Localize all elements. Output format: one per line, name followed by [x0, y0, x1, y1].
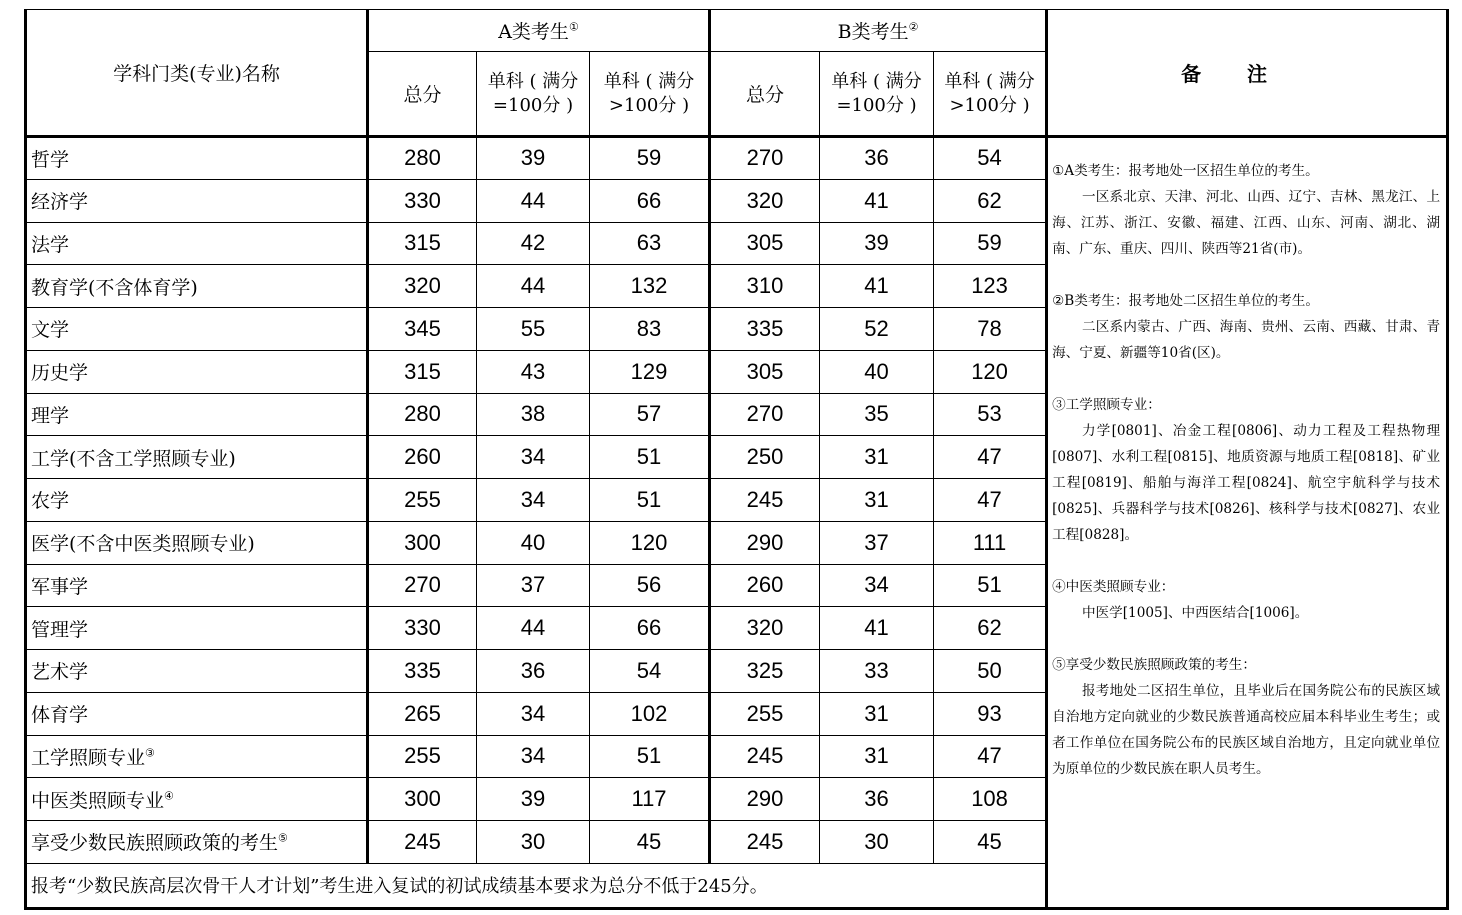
a-s100-cell: 34	[477, 479, 590, 522]
b-total-cell: 245	[710, 735, 820, 778]
b-s100-cell: 31	[820, 692, 934, 735]
subject-name: 艺术学	[26, 650, 368, 693]
a-sgt100-cell: 51	[590, 436, 710, 479]
note-item	[1052, 288, 1440, 366]
a-total-cell: 280	[368, 137, 477, 180]
b-s100-cell: 33	[820, 650, 934, 693]
a-total-cell: 330	[368, 179, 477, 222]
b-s100-cell: 41	[820, 607, 934, 650]
a-total-cell: 265	[368, 692, 477, 735]
subject-name: 工学照顾专业③	[26, 735, 368, 778]
a-total-header: 总分	[368, 52, 477, 137]
a-s100-cell: 34	[477, 692, 590, 735]
a-total-cell: 300	[368, 778, 477, 821]
subject-name: 管理学	[26, 607, 368, 650]
a-total-cell: 255	[368, 479, 477, 522]
a-s100-cell: 44	[477, 607, 590, 650]
a-sgt100-cell: 51	[590, 735, 710, 778]
b-sgt100-cell: 108	[934, 778, 1047, 821]
a-total-cell: 335	[368, 650, 477, 693]
b-s100-cell: 34	[820, 564, 934, 607]
a-single-gt100-header: 单科 ( 满分 >100分 )	[590, 52, 710, 137]
footnote-mark: ①	[568, 20, 579, 34]
subject-name: 历史学	[26, 350, 368, 393]
subject-name: 医学(不含中医类照顾专业)	[26, 521, 368, 564]
a-sgt100-cell: 54	[590, 650, 710, 693]
a-s100-cell: 34	[477, 436, 590, 479]
b-sgt100-cell: 93	[934, 692, 1047, 735]
subject-name: 军事学	[26, 564, 368, 607]
a-total-cell: 315	[368, 222, 477, 265]
group-a-header: A类考生①	[368, 10, 710, 52]
a-total-cell: 260	[368, 436, 477, 479]
b-sgt100-cell: 50	[934, 650, 1047, 693]
note-heading: ③工学照顾专业：	[1052, 397, 1161, 413]
a-sgt100-cell: 132	[590, 265, 710, 308]
score-requirements-table	[24, 9, 1449, 910]
b-s100-cell: 40	[820, 350, 934, 393]
a-s100-cell: 44	[477, 179, 590, 222]
note-item	[1052, 574, 1440, 626]
subject-name: 中医类照顾专业④	[26, 778, 368, 821]
b-sgt100-cell: 53	[934, 393, 1047, 436]
b-total-cell: 255	[710, 692, 820, 735]
a-total-cell: 245	[368, 821, 477, 864]
a-total-cell: 300	[368, 521, 477, 564]
b-single-100-header: 单科 ( 满分 =100分 )	[820, 52, 934, 137]
a-total-cell: 330	[368, 607, 477, 650]
a-s100-cell: 38	[477, 393, 590, 436]
note-item	[1052, 652, 1440, 782]
footnote-mark: ④	[164, 789, 174, 803]
b-total-cell: 310	[710, 265, 820, 308]
a-s100-cell: 40	[477, 521, 590, 564]
note-body: 中医学[1005]、中西医结合[1006]。	[1081, 605, 1309, 621]
a-total-cell: 280	[368, 393, 477, 436]
a-total-cell: 315	[368, 350, 477, 393]
score-rows	[26, 137, 1448, 909]
b-sgt100-cell: 78	[934, 308, 1047, 351]
a-sgt100-cell: 63	[590, 222, 710, 265]
a-sgt100-cell: 45	[590, 821, 710, 864]
subject-name: 经济学	[26, 179, 368, 222]
subject-name: 理学	[26, 393, 368, 436]
note-body: 一区系北京、天津、河北、山西、辽宁、吉林、黑龙江、上海、江苏、浙江、安徽、福建、江西、山东、河南、湖北、湖南、广东、重庆、四川、陕西等21省(市)。	[1052, 189, 1441, 257]
subject-column-header: 学科门类(专业)名称	[26, 10, 368, 137]
footnote-mark: ⑤	[278, 832, 288, 846]
note-item	[1052, 392, 1440, 548]
a-total-cell: 270	[368, 564, 477, 607]
a-s100-cell: 44	[477, 265, 590, 308]
a-total-cell: 320	[368, 265, 477, 308]
b-s100-cell: 31	[820, 735, 934, 778]
b-s100-cell: 31	[820, 479, 934, 522]
subject-name: 农学	[26, 479, 368, 522]
note-heading: ④中医类照顾专业：	[1052, 579, 1175, 595]
remarks-header: 备注	[1047, 10, 1448, 137]
b-s100-cell: 36	[820, 778, 934, 821]
a-total-cell: 255	[368, 735, 477, 778]
subject-name: 享受少数民族照顾政策的考生⑤	[26, 821, 368, 864]
note-heading: ⑤享受少数民族照顾政策的考生：	[1052, 657, 1256, 673]
b-s100-cell: 52	[820, 308, 934, 351]
a-sgt100-cell: 56	[590, 564, 710, 607]
a-sgt100-cell: 102	[590, 692, 710, 735]
b-s100-cell: 36	[820, 137, 934, 180]
b-total-cell: 305	[710, 350, 820, 393]
a-s100-cell: 36	[477, 650, 590, 693]
subject-name: 文学	[26, 308, 368, 351]
b-total-cell: 290	[710, 521, 820, 564]
b-s100-cell: 31	[820, 436, 934, 479]
note-heading: ①A类考生：报考地处一区招生单位的考生。	[1052, 163, 1319, 179]
b-total-cell: 325	[710, 650, 820, 693]
b-total-cell: 320	[710, 607, 820, 650]
b-s100-cell: 30	[820, 821, 934, 864]
a-s100-cell: 55	[477, 308, 590, 351]
b-total-cell: 270	[710, 393, 820, 436]
b-total-cell: 250	[710, 436, 820, 479]
b-sgt100-cell: 120	[934, 350, 1047, 393]
a-s100-cell: 42	[477, 222, 590, 265]
a-s100-cell: 39	[477, 137, 590, 180]
b-sgt100-cell: 54	[934, 137, 1047, 180]
remarks-notes	[1047, 137, 1448, 909]
a-single-100-header: 单科 ( 满分 =100分 )	[477, 52, 590, 137]
b-sgt100-cell: 123	[934, 265, 1047, 308]
a-sgt100-cell: 66	[590, 179, 710, 222]
b-single-gt100-header: 单科 ( 满分 >100分 )	[934, 52, 1047, 137]
a-s100-cell: 43	[477, 350, 590, 393]
a-sgt100-cell: 83	[590, 308, 710, 351]
b-total-cell: 245	[710, 821, 820, 864]
b-sgt100-cell: 62	[934, 179, 1047, 222]
b-sgt100-cell: 47	[934, 735, 1047, 778]
note-body: 报考地处二区招生单位，且毕业后在国务院公布的民族区域自治地方定向就业的少数民族普通高校应届本科毕业生考生；或者工作单位在国务院公布的民族区域自治地方，且定向就业单位为原单位的少数民族在职人员考生。	[1052, 683, 1441, 777]
b-total-cell: 245	[710, 479, 820, 522]
a-sgt100-cell: 117	[590, 778, 710, 821]
b-sgt100-cell: 47	[934, 479, 1047, 522]
b-sgt100-cell: 59	[934, 222, 1047, 265]
b-sgt100-cell: 47	[934, 436, 1047, 479]
b-sgt100-cell: 45	[934, 821, 1047, 864]
b-total-cell: 260	[710, 564, 820, 607]
b-s100-cell: 35	[820, 393, 934, 436]
b-sgt100-cell: 51	[934, 564, 1047, 607]
note-body: 力学[0801]、冶金工程[0806]、动力工程及工程热物理[0807]、水利工程[0815]、地质资源与地质工程[0818]、矿业工程[0819]、船舶与海洋工程[0824]、航空宇航科学与技术[0825]、兵器科学与技术[0826]、核科学与技术[0827]、农业工程[0828]。	[1052, 423, 1441, 543]
b-total-cell: 305	[710, 222, 820, 265]
subject-name: 法学	[26, 222, 368, 265]
a-total-cell: 345	[368, 308, 477, 351]
b-total-cell: 290	[710, 778, 820, 821]
b-s100-cell: 41	[820, 179, 934, 222]
b-total-cell: 335	[710, 308, 820, 351]
a-sgt100-cell: 129	[590, 350, 710, 393]
subject-name: 工学(不含工学照顾专业)	[26, 436, 368, 479]
subject-name: 体育学	[26, 692, 368, 735]
b-total-cell: 270	[710, 137, 820, 180]
b-total-header: 总分	[710, 52, 820, 137]
note-body: 二区系内蒙古、广西、海南、贵州、云南、西藏、甘肃、青海、宁夏、新疆等10省(区)。	[1052, 319, 1441, 361]
a-sgt100-cell: 57	[590, 393, 710, 436]
footnote-mark: ③	[145, 746, 155, 760]
a-s100-cell: 30	[477, 821, 590, 864]
a-sgt100-cell: 120	[590, 521, 710, 564]
footer-note: 报考“少数民族高层次骨干人才计划”考生进入复试的初试成绩基本要求为总分不低于245分。	[26, 863, 1047, 908]
b-sgt100-cell: 62	[934, 607, 1047, 650]
group-b-header: B类考生②	[710, 10, 1047, 52]
a-s100-cell: 37	[477, 564, 590, 607]
b-s100-cell: 37	[820, 521, 934, 564]
note-item	[1052, 158, 1440, 262]
note-heading: ②B类考生：报考地处二区招生单位的考生。	[1052, 293, 1319, 309]
b-s100-cell: 41	[820, 265, 934, 308]
a-sgt100-cell: 51	[590, 479, 710, 522]
b-s100-cell: 39	[820, 222, 934, 265]
a-s100-cell: 34	[477, 735, 590, 778]
a-sgt100-cell: 59	[590, 137, 710, 180]
a-s100-cell: 39	[477, 778, 590, 821]
b-total-cell: 320	[710, 179, 820, 222]
subject-name: 哲学	[26, 137, 368, 180]
footnote-mark: ②	[908, 20, 919, 34]
b-sgt100-cell: 111	[934, 521, 1047, 564]
subject-name: 教育学(不含体育学)	[26, 265, 368, 308]
a-sgt100-cell: 66	[590, 607, 710, 650]
table-row	[26, 137, 1448, 180]
